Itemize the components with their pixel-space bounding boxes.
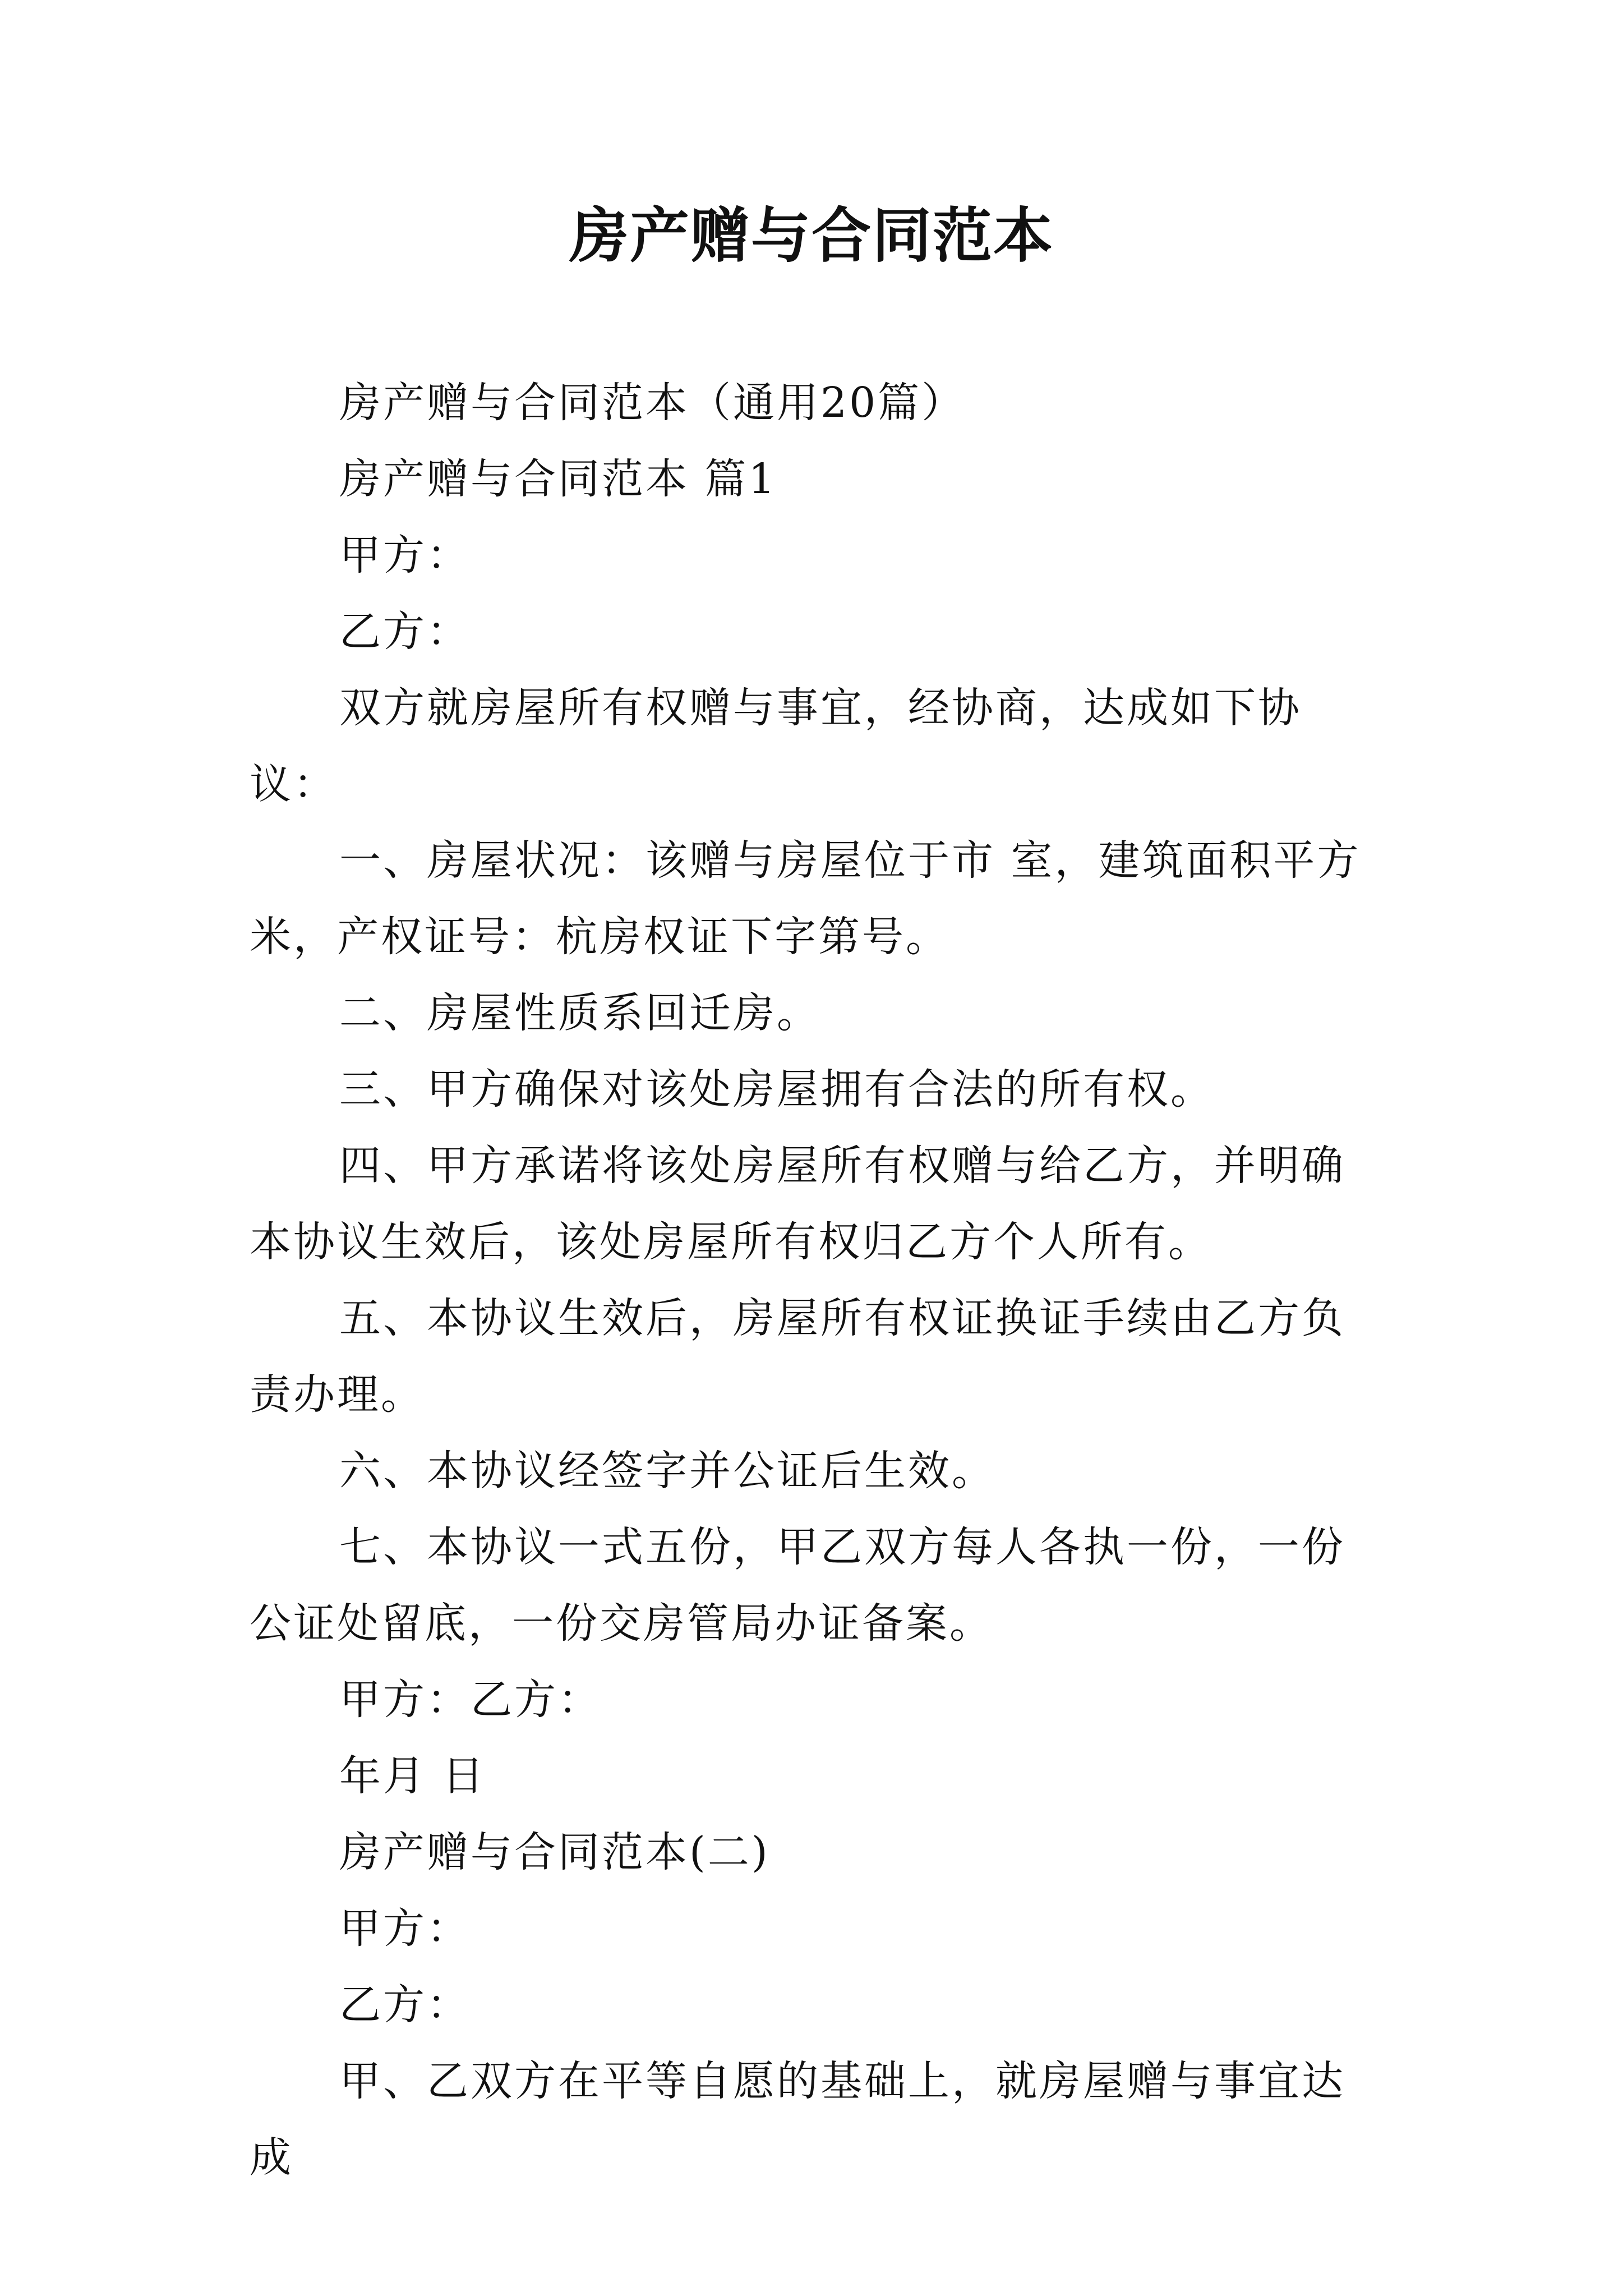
paragraph-clause-7: 七、本协议一式五份，甲乙双方每人各执一份，一份公证处留底，一份交房管局办证备案。 [250,1523,1345,1648]
paragraph-party-b: 乙方： [339,608,471,656]
paragraph-section-heading-2: 房产赠与合同范本(二) [339,1828,770,1876]
paragraph-clause-6: 六、本协议经签字并公证后生效。 [339,1447,995,1495]
paragraph-signature-line: 甲方：乙方： [339,1676,602,1724]
paragraph-section-heading: 房产赠与合同范本 篇1 [339,455,777,503]
paragraph-party-b-2: 乙方： [339,1981,471,2029]
paragraph-clause-5: 五、本协议生效后，房屋所有权证换证手续由乙方负责办理。 [250,1294,1345,1419]
paragraph-clause-2: 二、房屋性质系回迁房。 [339,989,820,1037]
document-title: 房产赠与合同范本 [569,200,1054,270]
paragraph-clause-3: 三、甲方确保对该处房屋拥有合法的所有权。 [339,1065,1214,1114]
paragraph-party-a-2: 甲方： [339,1904,471,1953]
paragraph-collection-title: 房产赠与合同范本（通用20篇） [339,379,966,427]
paragraph-party-a: 甲方： [339,531,471,579]
document-body [250,365,1380,2196]
paragraph-clause-1: 一、房屋状况：该赠与房屋位于市 室，建筑面积平方米，产权证号：杭房权证下字第号。 [250,836,1361,961]
paragraph-agreement-intro-2: 甲、乙双方在平等自愿的基础上，就房屋赠与事宜达成 [250,2057,1345,2182]
paragraph-agreement-intro: 双方就房屋所有权赠与事宜，经协商，达成如下协议： [250,684,1302,808]
paragraph-date-line: 年月 日 [339,1752,486,1800]
paragraph-clause-4: 四、甲方承诺将该处房屋所有权赠与给乙方，并明确本协议生效后，该处房屋所有权归乙方个人所有。 [250,1142,1345,1266]
